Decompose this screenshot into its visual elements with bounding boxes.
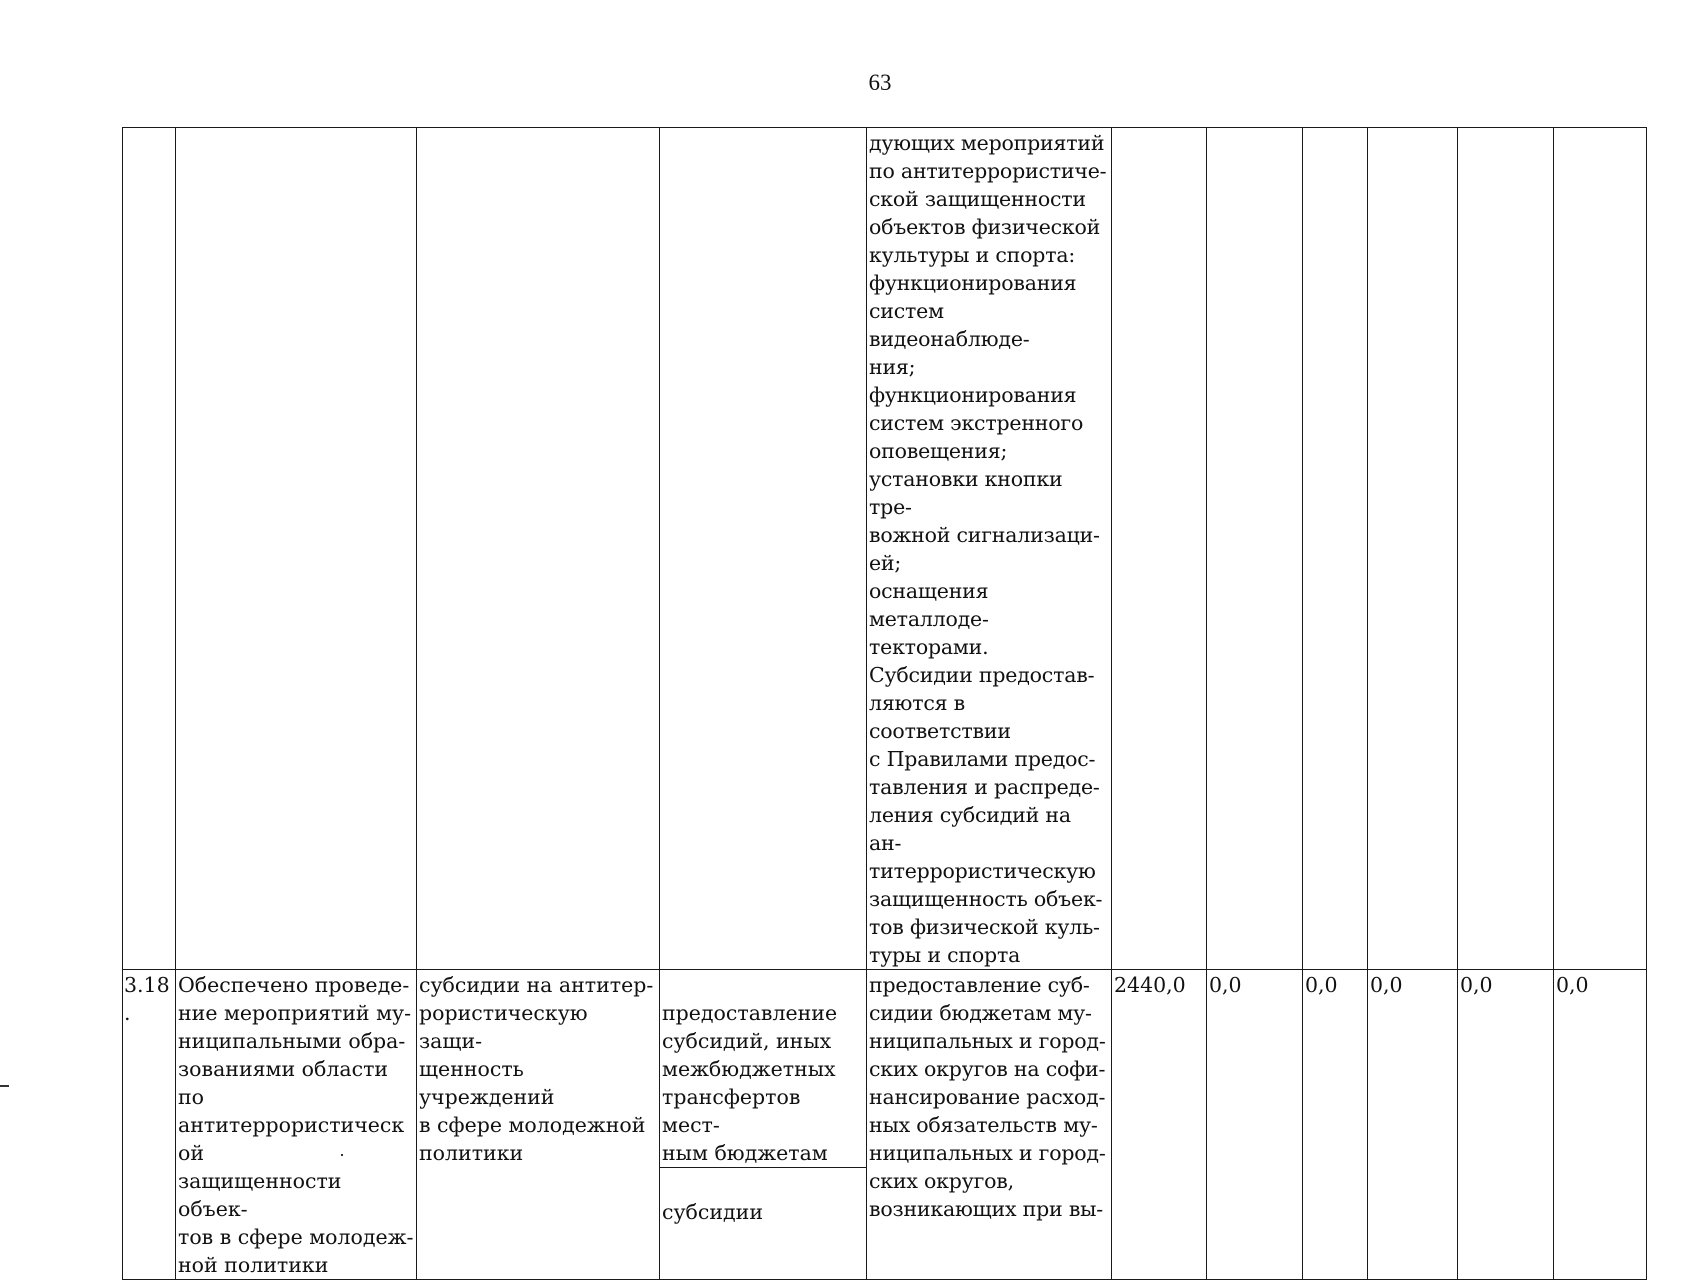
cell-value-2: 0,0 — [1207, 970, 1303, 1280]
cell-value-3: 0,0 — [1303, 970, 1368, 1280]
cell-value-6: 0,0 — [1554, 970, 1647, 1280]
cell-type-sub: субсидии — [662, 1200, 763, 1224]
cell-description-continuation: дующих мероприятий по антитеррористиче- ской защищенности объектов физической культуры и спорта: функционирования систем видеонаблюде- ния; функционирования систем экстренного оповещения; установки кнопки тре- вожной сигнализаци- ей; оснащения металлоде- текторами. Субсидии предостав- ляются в соответствии с Правилами предос- тавления и распреде- ления субсидий на ан- титеррористическую защищенность объек- тов физической куль- туры и спорта — [867, 128, 1112, 970]
cell-value-empty-1 — [1112, 128, 1207, 970]
cell-type-main: предоставление субсидий, иных межбюджетных трансфертов мест- ным бюджетам — [660, 999, 866, 1168]
cell-type — [660, 970, 867, 1280]
cell-result: Обеспечено проведе- ние мероприятий му- ниципальными обра- зованиями области по антитеррористической защищенности объек- тов в сфере молодеж- ной политики — [176, 970, 417, 1280]
cell-value-5: 0,0 — [1458, 970, 1554, 1280]
cell-value-empty-2 — [1207, 128, 1303, 970]
cell-result-empty — [176, 128, 417, 970]
table-row-continuation — [123, 128, 1647, 970]
scan-mark-dot — [341, 1154, 343, 1156]
cell-value-empty-6 — [1554, 128, 1647, 970]
cell-value-4: 0,0 — [1368, 970, 1458, 1280]
cell-value-empty-3 — [1303, 128, 1368, 970]
cell-name: субсидии на антитер- рористическую защи- щенность учреждений в сфере молодежной политики — [417, 970, 660, 1280]
cell-type-empty — [660, 128, 867, 970]
cell-name-empty — [417, 128, 660, 970]
scan-mark-left-edge — [0, 1085, 9, 1087]
cell-value-empty-5 — [1458, 128, 1554, 970]
cell-value-empty-4 — [1368, 128, 1458, 970]
cell-number-empty — [123, 128, 176, 970]
cell-description: предоставление суб- сидии бюджетам му- ниципальных и город- ских округов на софи- нансирование расход- ных обязательств му- ниципальных и город- ских округов, возникающих при вы- — [867, 970, 1112, 1280]
measures-table — [122, 127, 1647, 1280]
page-number: 63 — [868, 70, 892, 95]
table-row-3-18 — [123, 970, 1647, 1280]
cell-row-number: 3.18. — [123, 970, 176, 1280]
cell-value-1: 2440,0 — [1112, 970, 1207, 1280]
